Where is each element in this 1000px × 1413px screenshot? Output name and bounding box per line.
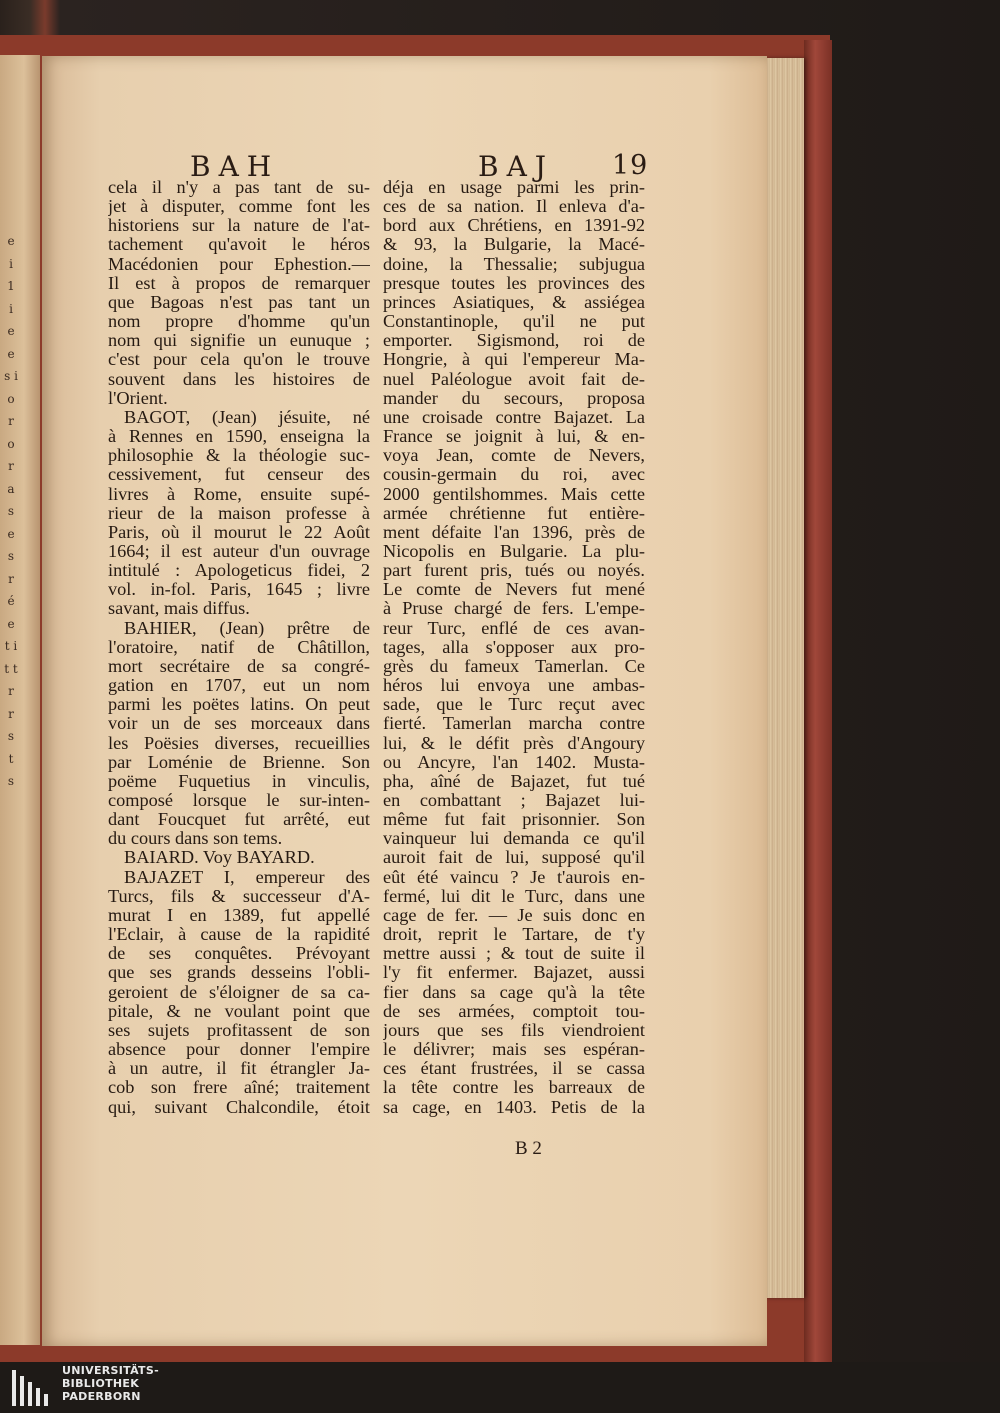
text-line: vainqueur lui demanda ce qu'il [383, 829, 645, 849]
previous-page-letters: e i 1 i e e s i o r o r a s e s r é e t i t t r r s t s [4, 234, 18, 788]
text-line: BAJAZET I, empereur des [124, 867, 370, 887]
text-line: voya Jean, comte de Nevers, [383, 446, 645, 466]
library-logo-icon [8, 1362, 54, 1413]
text-line: une croisade contre Bajazet. La [383, 407, 645, 427]
text-line: héros lui envoya une ambas- [383, 676, 645, 696]
text-line: du cours dans son tems. [108, 829, 283, 849]
text-line: par Loménie de Brienne. Son [108, 752, 370, 772]
text-line: la tête contre les barreaux de [383, 1078, 645, 1098]
text-line: Il est à propos de remarquer [108, 273, 370, 293]
text-line: livres à Rome, ensuite supé- [108, 484, 370, 504]
text-line: bord aux Chrétiens, en 1391-92 [383, 216, 645, 236]
signature-mark: B 2 [515, 1138, 542, 1159]
page-fore-edge [764, 58, 804, 1298]
text-line: cousin-germain du roi, avec [383, 465, 645, 485]
text-line: souvent dans les histoires de [108, 369, 370, 389]
text-line: tachement qu'avoit le héros [108, 235, 370, 255]
text-line: BAIARD. Voy BAYARD. [124, 848, 315, 868]
text-line: pitale, & ne voulant point que [108, 1001, 370, 1021]
previous-page-edge [0, 55, 40, 1345]
library-name-line2: BIBLIOTHEK [62, 1377, 140, 1390]
text-line: lui, & le défit près d'Angoury [383, 733, 645, 753]
text-line: cela il n'y a pas tant de su- [108, 178, 370, 197]
text-line: armée chrétienne fut entière- [383, 503, 645, 523]
text-line: composé lorsque le sur-inten- [108, 791, 370, 810]
text-line: l'oratoire, natif de Châtillon, [108, 637, 370, 657]
library-name-line3: PADERBORN [62, 1390, 141, 1403]
text-line: France se joignit à lui, & en- [383, 427, 645, 447]
text-line: droit, reprit le Tartare, de t'y [383, 925, 645, 945]
text-line: l'Eclair, à cause de la rapidité [108, 925, 370, 945]
text-line: ces de sa nation. Il enleva d'a- [383, 197, 645, 217]
text-line: Le comte de Nevers fut mené [383, 580, 645, 600]
right-text-column [383, 178, 645, 1117]
text-line: philosophie & la théologie suc- [108, 446, 370, 466]
text-line: en combattant ; Bajazet lui- [383, 791, 645, 810]
text-line: que ses grands desseins l'obli- [108, 963, 370, 983]
text-line: Macédonien pour Ephestion.— [108, 254, 370, 274]
text-line: de ses conquêtes. Prévoyant [108, 944, 370, 964]
text-line: mort secrétaire de sa congré- [108, 656, 370, 676]
text-line: déja en usage parmi les prin- [383, 178, 645, 197]
running-head-middle: BAJ [478, 150, 555, 183]
text-line: sade, que le Turc reçut avec [383, 695, 645, 715]
text-line: reur Turc, enflé de ces avan- [383, 618, 645, 638]
text-line: fierté. Tamerlan marcha contre [383, 714, 645, 734]
text-line: BAHIER, (Jean) prêtre de [124, 618, 370, 638]
text-line: part furent pris, tués ou noyés. [383, 561, 645, 581]
text-line: grès du fameux Tamerlan. Ce [383, 656, 645, 676]
text-line: Nicopolis en Bulgarie. La plu- [383, 541, 645, 561]
page-number: 19 [612, 150, 649, 181]
text-line: tages, alla s'opposer aux pro- [383, 637, 645, 657]
text-line: 2000 gentilshommes. Mais cette [383, 484, 645, 504]
text-line: le délivrer; mais ses espéran- [383, 1040, 645, 1060]
text-line: ou Ancyre, l'an 1402. Musta- [383, 752, 645, 772]
text-line: ces étant frustrées, il se cassa [383, 1059, 645, 1079]
text-line: cob son frere aîné; traitement [108, 1078, 370, 1098]
text-line: auroit fait de lui, supposé qu'il [383, 848, 645, 868]
text-line: savant, mais diffus. [108, 599, 250, 619]
text-line: intitulé : Apologeticus fidei, 2 [108, 561, 370, 581]
text-line: fier dans sa cage qu'à la tête [383, 982, 645, 1002]
text-line: qui, suivant Chalcondile, étoit [108, 1097, 370, 1117]
text-line: ment défaite l'an 1396, près de [383, 522, 645, 542]
text-line: presque toutes les provinces des [383, 273, 645, 293]
text-line: gation en 1707, eut un nom [108, 676, 370, 696]
text-line: poëme Fuquetius in vinculis, [108, 771, 370, 791]
text-line: nuel Paléologue avoit fait de- [383, 369, 645, 389]
text-line: cage de fer. — Je suis donc en [383, 905, 645, 925]
text-line: ses sujets profitassent de son [108, 1020, 370, 1040]
text-line: c'est pour cela qu'on le trouve [108, 350, 370, 370]
text-line: murat I en 1389, fut appellé [108, 905, 370, 925]
text-line: Hongrie, à qui l'empereur Ma- [383, 350, 645, 370]
text-line: emporter. Sigismond, roi de [383, 331, 645, 351]
text-line: historiens sur la nature de l'at- [108, 216, 370, 236]
text-line: nom qui signifie un eunuque ; [108, 331, 370, 351]
text-line: nom propre d'homme qu'un [108, 312, 370, 332]
cover-board-edge [804, 40, 832, 1365]
text-line: l'y fit enfermer. Bajazet, aussi [383, 963, 645, 983]
text-line: princes Asiatiques, & assiégea [383, 292, 645, 312]
library-name-line1: UNIVERSITÄTS- [62, 1364, 159, 1377]
text-line: à Rennes en 1590, enseigna la [108, 427, 370, 447]
text-line: jet à disputer, comme font les [108, 197, 370, 217]
library-name [62, 1364, 159, 1403]
text-line: eût été vaincu ? Je t'aurois en- [383, 867, 645, 887]
text-line: Paris, où il mourut le 22 Août [108, 522, 370, 542]
text-line: & 93, la Bulgarie, la Macé- [383, 235, 645, 255]
text-line: parmi les poëtes latins. On peut [108, 695, 370, 715]
text-line: rieur de la maison professe à [108, 503, 370, 523]
text-line: à un autre, il fit étrangler Ja- [108, 1059, 370, 1079]
text-line: que Bagoas n'est pas tant un [108, 292, 370, 312]
text-line: sa cage, en 1403. Petis de la [383, 1097, 645, 1117]
text-line: BAGOT, (Jean) jésuite, né [124, 407, 370, 427]
text-line: Constantinople, qu'il ne put [383, 312, 645, 332]
text-line: Turcs, fils & successeur d'A- [108, 886, 370, 906]
text-line: à Pruse chargé de fers. L'empe- [383, 599, 645, 619]
text-line: l'Orient. [108, 388, 168, 408]
text-line: de ses armées, comptoit tou- [383, 1001, 645, 1021]
text-line: mander du secours, proposa [383, 388, 645, 408]
text-line: même fut fait prisonnier. Son [383, 810, 645, 830]
left-text-column [108, 178, 370, 1117]
text-line: doine, la Thessalie; subjugua [383, 254, 645, 274]
text-line: 1664; il est auteur d'un ouvrage [108, 541, 370, 561]
text-line: jours que ses fils viendroient [383, 1020, 645, 1040]
text-line: dant Foucquet fut arrêté, eut [108, 810, 370, 830]
text-line: voir un de ses morceaux dans [108, 714, 370, 734]
text-line: absence pour donner l'empire [108, 1040, 370, 1060]
text-line: vol. in-fol. Paris, 1645 ; livre [108, 580, 370, 600]
text-line: fermé, lui dit le Turc, dans une [383, 886, 645, 906]
text-line: cessivement, fut censeur des [108, 465, 370, 485]
text-line: mettre aussi ; & tout de suite il [383, 944, 645, 964]
running-head-left: BAH [190, 150, 280, 183]
text-line: geroient de s'éloigner de sa ca- [108, 982, 370, 1002]
text-line: les Poësies diverses, recueillies [108, 733, 370, 753]
text-line: pha, aîné de Bajazet, fut tué [383, 771, 645, 791]
